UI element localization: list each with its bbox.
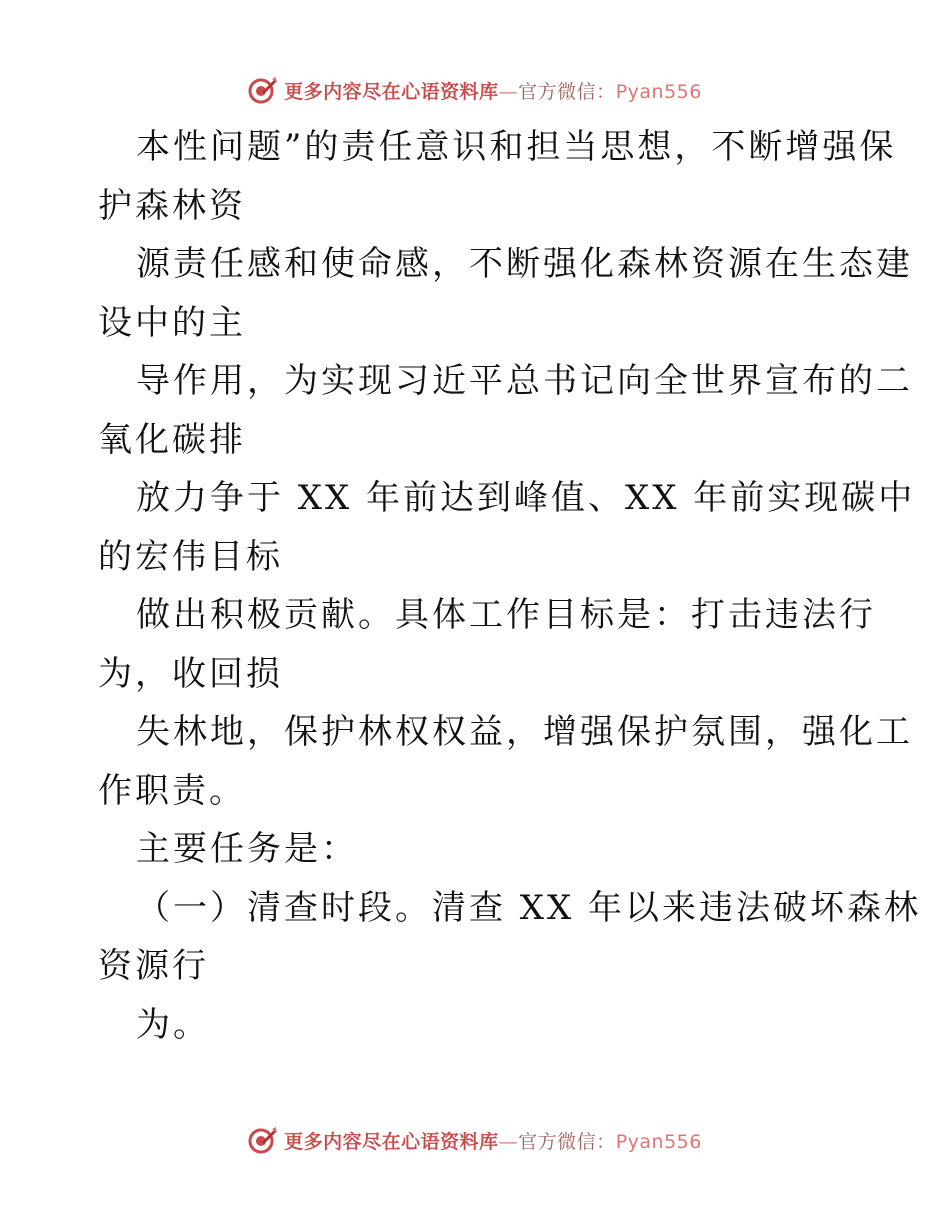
- watermark-site: 更多内容尽在心语资料库: [284, 80, 499, 103]
- text-line: 为。: [136, 1004, 210, 1045]
- pen-logo-icon: [248, 1125, 278, 1155]
- text-line: 本性问题”的责任意识和担当思想，不断增强保: [136, 127, 897, 167]
- header-watermark: [0, 70, 950, 110]
- text-line: （一）清查时段。清查 XX 年以来违法破坏森林: [136, 887, 922, 928]
- watermark-site: 更多内容尽在心语资料库: [284, 1130, 499, 1153]
- watermark-wechat-label: 官方微信：: [518, 80, 616, 103]
- text-line: 作职责。: [98, 770, 246, 811]
- text-line: 设中的主: [98, 302, 246, 343]
- text-line: 为，收回损: [98, 653, 283, 694]
- text-line: 资源行: [98, 946, 209, 986]
- document-body: [98, 118, 922, 1054]
- watermark-dash: —: [498, 80, 519, 103]
- text-line: 源责任感和使命感，不断强化森林资源在生态建: [136, 244, 913, 284]
- watermark-text: [284, 1127, 702, 1154]
- text-line: 护森林资: [98, 185, 246, 226]
- text-line: 导作用，为实现习近平总书记向全世界宣布的二: [136, 361, 913, 401]
- footer-watermark: [0, 1120, 950, 1160]
- watermark-text: [284, 77, 702, 104]
- text-line: 放力争于 XX 年前达到峰值、XX 年前实现碳中: [136, 478, 916, 518]
- text-line: 主要任务是：: [136, 829, 358, 869]
- text-line: 失林地，保护林权权益，增强保护氛围，强化工: [136, 712, 913, 752]
- watermark-wechat-label: 官方微信：: [518, 1130, 616, 1153]
- text-line: 氧化碳排: [98, 419, 246, 460]
- text-line: 的宏伟目标: [98, 536, 283, 577]
- text-line: 做出积极贡献。具体工作目标是：打击违法行: [136, 595, 876, 635]
- pen-logo-icon: [248, 75, 278, 105]
- watermark-wechat-id: Pyan556: [615, 1130, 702, 1153]
- watermark-dash: —: [498, 1130, 519, 1153]
- watermark-wechat-id: Pyan556: [615, 80, 702, 103]
